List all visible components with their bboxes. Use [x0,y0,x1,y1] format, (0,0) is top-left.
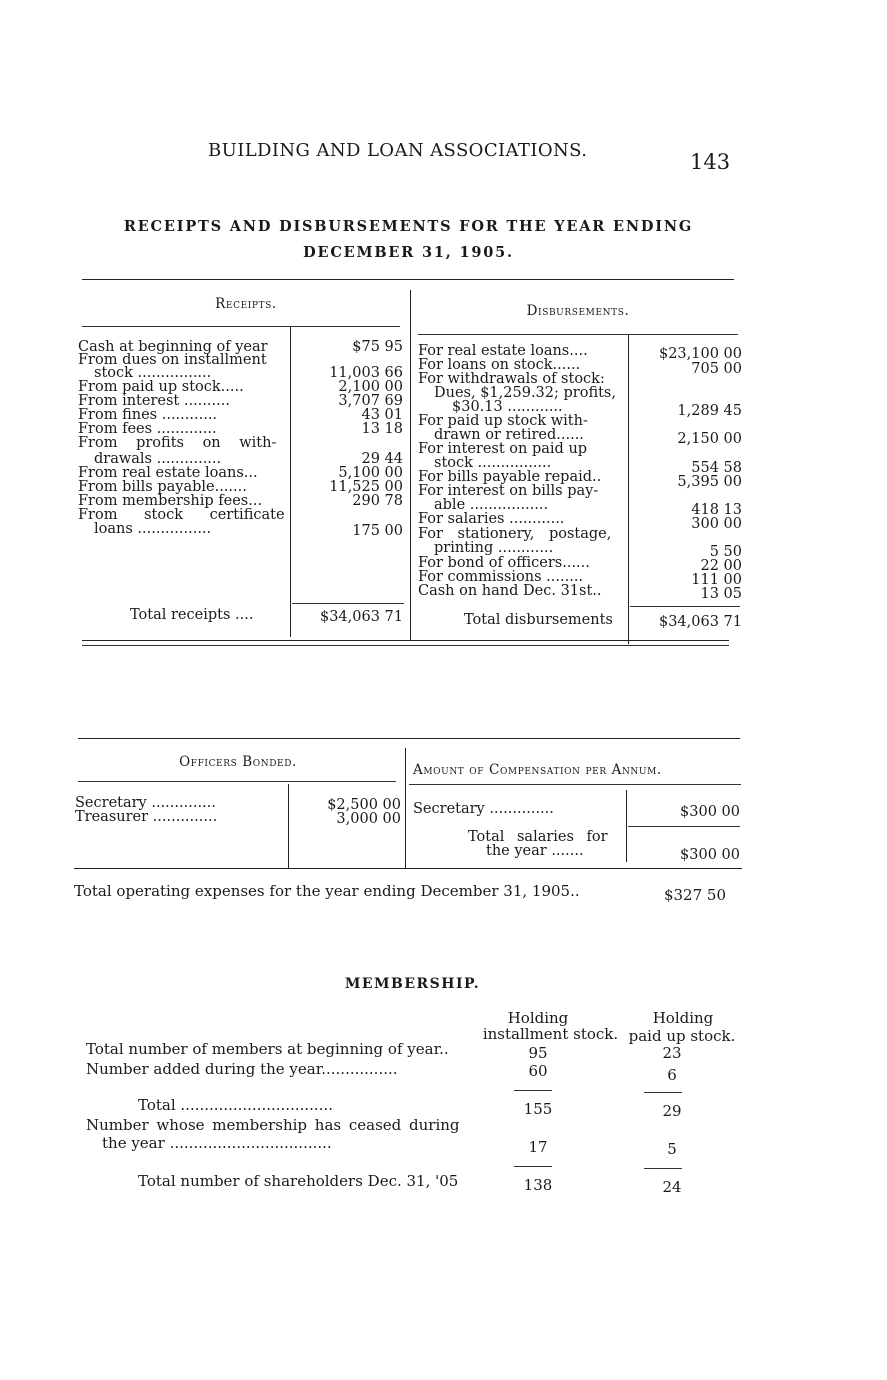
operating-expenses-label: Total operating expenses for the year ending December 31, 1905.. [74,882,580,900]
compensation-total-rule [628,826,740,827]
compensation-secretary-amount: $300 00 [680,804,740,820]
compensation-secretary-label: Secretary .............. [413,801,554,817]
disbursement-line: For bond of officers...... [418,555,590,571]
membership-row-c1: 95 [528,1044,548,1062]
receipt-amount: 11,525 00 [329,479,403,495]
disbursement-line: For interest on bills pay- [418,483,599,499]
disbursements-header-rule [418,334,738,335]
table-top-rule [82,279,734,280]
receipt-line: From bills payable....... [78,479,247,495]
receipts-total-label: Total receipts .... [130,607,254,623]
membership-subtotal-rule-2 [644,1092,682,1093]
disbursement-line: For paid up stock with- [418,413,588,429]
membership-total-c2: 29 [662,1102,682,1120]
disbursement-amount: 1,289 45 [677,403,742,419]
officer-bond-amount: 3,000 00 [336,811,401,827]
receipt-line: From fees ............. [78,421,217,437]
disbursements-total-rule [630,606,740,607]
membership-final-label: Total number of shareholders Dec. 31, '05 [138,1172,459,1190]
membership-ceased-label-2: the year .................................. [102,1134,332,1152]
disbursement-amount: 22 00 [700,558,742,574]
officers-bottom-rule [74,868,742,869]
receipt-amount: 3,707 69 [338,393,403,409]
disbursement-amount: 2,150 00 [677,431,742,447]
officer-role: Treasurer .............. [75,809,218,825]
disbursement-line: For real estate loans.... [418,343,588,359]
receipts-total-rule [292,603,404,604]
receipts-header-rule [82,326,400,327]
receipt-line: From interest .......... [78,393,230,409]
table-title-line-1: RECEIPTS AND DISBURSEMENTS FOR THE YEAR ENDING [123,218,694,235]
disbursements-header: Disbursements. [526,303,630,319]
receipt-line: drawals .............. [94,451,222,467]
disbursement-line: For stationery, postage, [418,526,612,542]
membership-title: MEMBERSHIP. [344,976,481,992]
receipt-amount: 290 78 [352,493,403,509]
disbursement-amount: 418 13 [691,502,742,518]
disbursement-line: printing ............ [434,540,554,556]
officers-center-divider [405,748,406,868]
disbursement-line: For loans on stock...... [418,357,581,373]
membership-total-c1: 155 [523,1100,553,1118]
receipt-line: From fines ............ [78,407,218,423]
membership-col2-head-2: paid up stock. [628,1027,736,1045]
membership-final-c2: 24 [662,1178,682,1196]
membership-ceased-c2: 5 [667,1140,677,1158]
receipt-line: From paid up stock..... [78,379,244,395]
receipt-line: From membership fees... [78,493,263,509]
receipt-amount: 2,100 00 [338,379,403,395]
officers-amount-divider [288,784,289,868]
receipt-line: Cash at beginning of year [78,339,268,355]
membership-row-c2: 6 [667,1066,677,1084]
receipt-amount: 43 01 [361,407,403,423]
disbursement-line: For bills payable repaid.. [418,469,602,485]
disbursement-amount: 13 05 [700,586,742,602]
membership-final-rule-1 [514,1166,552,1167]
disbursement-line: For commissions ........ [418,569,584,585]
receipt-amount: $75 95 [352,339,403,355]
compensation-amount-divider [626,790,627,862]
disbursement-amount: 5,395 00 [677,474,742,490]
receipt-line: From real estate loans... [78,465,258,481]
membership-row-label: Number added during the year................ [86,1060,398,1078]
officer-role: Secretary .............. [75,795,216,811]
receipt-amount: 13 18 [361,421,403,437]
membership-col1-head-2: installment stock. [482,1025,619,1043]
table-bottom-rule [82,640,729,641]
receipt-line: loans ................ [94,521,212,537]
membership-total-label: Total ................................ [138,1096,333,1114]
officers-header-rule [78,781,396,782]
disbursement-line: For withdrawals of stock: [418,371,605,387]
disbursement-line: For salaries ............ [418,511,565,527]
membership-ceased-c1: 17 [528,1138,548,1156]
disbursement-amount: 5 50 [709,544,742,560]
disbursement-amount: 111 00 [691,572,742,588]
disbursements-total-amount: $34,063 71 [658,614,742,630]
compensation-header: Amount of Compensation per Annum. [413,762,662,778]
membership-col2-head: Holding [652,1009,714,1027]
disbursement-line: drawn or retired...... [434,427,584,443]
receipt-amount: 175 00 [352,523,403,539]
membership-col1-head: Holding [507,1009,569,1027]
disbursements-total-label: Total disbursements [464,612,613,628]
receipt-line: From profits on with- [78,435,277,451]
compensation-header-rule [409,784,741,785]
officer-bond-amount: $2,500 00 [327,797,401,813]
membership-subtotal-rule-1 [514,1090,552,1091]
compensation-total-label: Total salaries for [468,829,608,845]
center-divider [410,290,411,640]
membership-row-c2: 23 [662,1044,682,1062]
membership-row-label: Total number of members at beginning of year.. [86,1040,449,1058]
disbursement-amount: 705 00 [691,361,742,377]
disbursement-line: For interest on paid up [418,441,588,457]
compensation-total-amount: $300 00 [680,847,740,863]
membership-row-c1: 60 [528,1062,548,1080]
officers-top-rule [78,738,740,739]
disbursement-amount: $23,100 00 [658,346,742,362]
operating-expenses-amount: $327 50 [663,886,726,904]
disbursements-amount-divider [628,334,629,644]
receipts-amount-divider [290,327,291,637]
receipts-total-amount: $34,063 71 [319,609,403,625]
disbursement-line: $30.13 ............ [452,399,563,415]
disbursement-line: able ................. [434,497,549,513]
receipt-amount: 29 44 [361,451,403,467]
table-title-line-2: DECEMBER 31, 1905. [303,244,514,261]
membership-final-rule-2 [644,1168,682,1169]
page-number: 143 [690,150,731,174]
disbursement-amount: 554 58 [691,460,742,476]
officers-header: Officers Bonded. [179,754,297,770]
receipt-line: From dues on installment [78,352,267,368]
membership-final-c1: 138 [523,1176,553,1194]
table-bottom-rule-2 [82,645,729,646]
receipt-amount: 5,100 00 [338,465,403,481]
receipts-header: Receipts. [215,296,277,312]
receipt-amount: 11,003 66 [329,365,403,381]
membership-ceased-label: Number whose membership has ceased during [86,1116,460,1134]
receipt-line: From stock certificate [78,507,285,523]
disbursement-amount: 300 00 [691,516,742,532]
running-head: BUILDING AND LOAN ASSOCIATIONS. [208,140,588,161]
disbursement-line: Dues, $1,259.32; profits, [434,385,616,401]
disbursement-line: Cash on hand Dec. 31st.. [418,583,602,599]
receipt-line: stock ................ [94,365,212,381]
disbursement-line: stock ................ [434,455,552,471]
compensation-total-label-2: the year ....... [486,843,584,859]
